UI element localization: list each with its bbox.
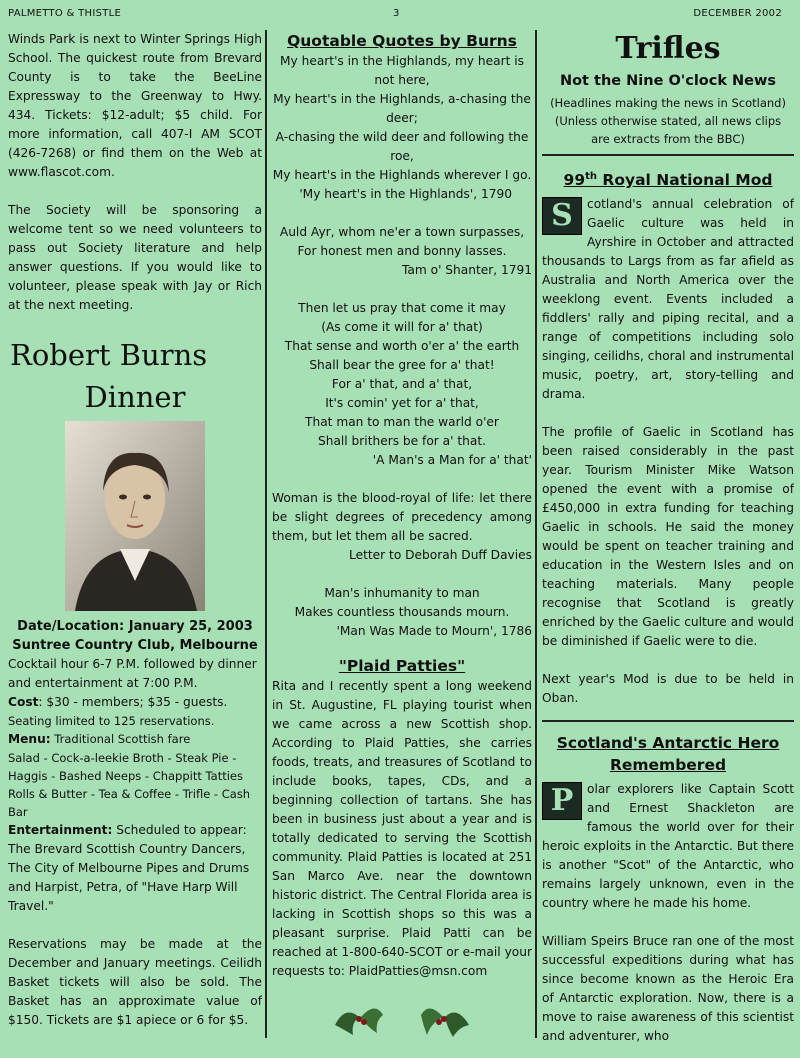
newsletter-name: PALMETTO & THISTLE: [8, 8, 122, 19]
quote-line: Then let us pray that come it may: [298, 301, 506, 315]
dinner-cost: [8, 693, 262, 712]
mod-paragraph: The profile of Gaelic in Scotland has been raised considerably in the past year. Tourism Minister Mike Watson opened the event with a promise of £450,000 in extra funding for teaching Gaelic in schools. He said the money would be spent on teacher training and education in the Western Isles and on teaching materials. Many people recognise that Scotland is greatly enriched by the Gaelic culture and would be diminished if Gaelic were to die.: [542, 425, 794, 649]
quote-line: Auld Ayr, whom ne'er a town surpasses,: [279, 225, 525, 239]
quote-line: For a' that, and a' that,: [331, 377, 473, 391]
volunteer-info: The Society will be sponsoring a welcome tent so we need volunteers to pass out Society literature and help answer questions. If you would like to volunteer, please speak with Jay or Rich at the next meeting.: [8, 203, 262, 312]
page-number: 3: [393, 8, 400, 19]
quote-source: Letter to Deborah Duff Davies: [349, 548, 532, 562]
quotes-title: Quotable Quotes by Burns: [287, 32, 517, 50]
holly-icon: [417, 995, 473, 1039]
quote-line: Shall brithers be for a' that.: [317, 434, 486, 448]
cost-value: : $30 - members; $35 - guests.: [38, 695, 228, 709]
quote-line: Shall bear the gree for a' that!: [309, 358, 495, 372]
dinner-menu: [8, 730, 262, 749]
mod-title: [542, 166, 794, 191]
section-divider: [542, 154, 794, 156]
reservations-info: Reservations may be made at the December and January meetings. Ceilidh Basket tickets will also be sold. The Basket has an approximate value of $150. Tickets are $1 apiece or 6 for $5.: [8, 937, 262, 1027]
quote-line: A-chasing the wild deer and following the roe,: [275, 130, 529, 163]
drop-cap: P: [542, 782, 582, 820]
plaid-patties-title: "Plaid Patties": [338, 657, 466, 675]
quote-source: 'A Man's a Man for a' that': [372, 453, 532, 467]
quote-line: Man's inhumanity to man: [324, 586, 480, 600]
quote-line: My heart's in the Highlands wherever I go.: [272, 168, 532, 182]
quote-source: 'Man Was Made to Mourn', 1786: [336, 624, 532, 638]
mod-title-suffix: th: [585, 171, 598, 182]
holly-icon: [331, 995, 387, 1039]
mod-paragraph: cotland's annual celebration of Gaelic culture was held in Ayrshire in October and attracted thousands to Largs from as far afield as Australia and North America over the weeklong event. Events included a fiddlers' rally and piping recital, and a range of competitions including solo singing, ceilidhs, choral and instrumental music, poetry, art, story-telling and drama.: [542, 197, 794, 402]
mod-title-text: Royal National Mod: [597, 171, 773, 190]
dinner-schedule: Cocktail hour 6-7 P.M. followed by dinner and entertainment at 7:00 P.M.: [8, 657, 257, 690]
column-left: [8, 30, 262, 1058]
quote-source: 'My heart's in the Highlands', 1790: [299, 187, 512, 201]
festival-info: Winds Park is next to Winter Springs High School. The quickest route from Brevard County is to take the BeeLine Expressway to the Greenway to Hwy. 434. Tickets: $12-adult; $5 child. For more information, call 407-I AM SCOT (426-7268) or find them on the Web at www.flascot.com.: [8, 32, 262, 179]
cost-label: Cost: [8, 695, 39, 709]
entertainment-label: Entertainment:: [8, 823, 113, 837]
holly-decoration: [272, 995, 532, 1039]
mod-paragraph: Next year's Mod is due to be held in Oban.: [542, 672, 794, 706]
column-divider: [265, 30, 267, 1038]
dinner-entertainment: [8, 821, 262, 916]
quote-source: Tam o' Shanter, 1791: [401, 263, 532, 277]
plaid-patties-text: Rita and I recently spent a long weekend in St. Augustine, FL playing tourist when we came across a new Scottish shop. According to Plaid Patties, she carries foods, treats, and treasures of Scotland to include books, tapes, CDs, and a beginning collection of tartans. She has been in business just about a year and is totally dedicated to serving the Scottish community. Plaid Patties is located at 251 San Marco Ave. near the downtown historic district. The Central Florida area is lacking in Scottish shops so this was a pleasant surprise. Plaid Patti can be reached at 1-800-640-SCOT or e-mail your requests to: PlaidPatties@msn.com: [272, 679, 532, 978]
burns-title-line2: Dinner: [84, 380, 186, 414]
section-divider: [542, 720, 794, 722]
quote-line: For honest men and bonny lasses.: [297, 244, 507, 258]
issue-date: DECEMBER 2002: [693, 8, 782, 19]
hero-paragraph: William Speirs Bruce ran one of the most successful expeditions during what has since become known as the Heroic Era of Antarctic exploration. Now, there is a move to raise awareness of this scientist and adventurer, who: [542, 934, 794, 1044]
quote-line: My heart's in the Highlands, a-chasing the deer;: [273, 92, 531, 125]
menu-label: Menu:: [8, 732, 51, 746]
robert-burns-portrait: [65, 421, 205, 611]
quote-line: That sense and worth o'er a' the earth: [284, 339, 520, 353]
quote-line: Makes countless thousands mourn.: [294, 605, 510, 619]
hero-paragraph: olar explorers like Captain Scott and Ernest Shackleton are famous the world over for their heroic exploits in the Antarctic. But there is another "Scot" of the Antarctic, who remains largely unknown, even in the country where he made his home.: [542, 782, 794, 911]
quote-line: It's comin' yet for a' that,: [325, 396, 479, 410]
dinner-date-location: Date/Location: January 25, 2003: [17, 619, 253, 634]
dinner-venue: Suntree Country Club, Melbourne: [12, 638, 258, 653]
quote-line: That man to man the warld o'er: [305, 415, 499, 429]
headlines-note: (Headlines making the news in Scotland) (Unless otherwise stated, all news clips are extracts from the BBC): [550, 96, 786, 146]
column-divider: [535, 30, 537, 1038]
quote-line: My heart's in the Highlands, my heart is not here,: [280, 54, 524, 87]
quote-line: (As come it will for a' that): [321, 320, 483, 334]
column-middle: [272, 30, 532, 1058]
not-nine-oclock-title: Not the Nine O'clock News: [559, 73, 777, 89]
column-right: [542, 30, 794, 1058]
mod-title-number: 99: [563, 171, 586, 190]
menu-items: Salad - Cock-a-leekie Broth - Steak Pie - Haggis - Bashed Neeps - Chappitt Tatties Rolls & Butter - Tea & Coffee - Trifle - Cash Bar: [8, 751, 251, 819]
menu-heading: Traditional Scottish fare: [50, 732, 191, 746]
entertainment-text: Scheduled to appear: The Brevard Scottish Country Dancers, The City of Melbourne Pipes and Drums and Harpist, Petra, of "Have Harp Will Travel.": [8, 823, 250, 913]
burns-title-line1: Robert Burns: [10, 338, 208, 372]
seating-limit: Seating limited to 125 reservations.: [8, 714, 215, 728]
drop-cap: S: [542, 197, 582, 235]
antarctic-hero-title: Scotland's Antarctic Hero Remembered: [556, 734, 780, 775]
quote-line: Woman is the blood-royal of life: let there be slight degrees of precedency among them, but let them all be sacred.: [272, 491, 532, 543]
trifles-title: Trifles: [615, 31, 721, 66]
